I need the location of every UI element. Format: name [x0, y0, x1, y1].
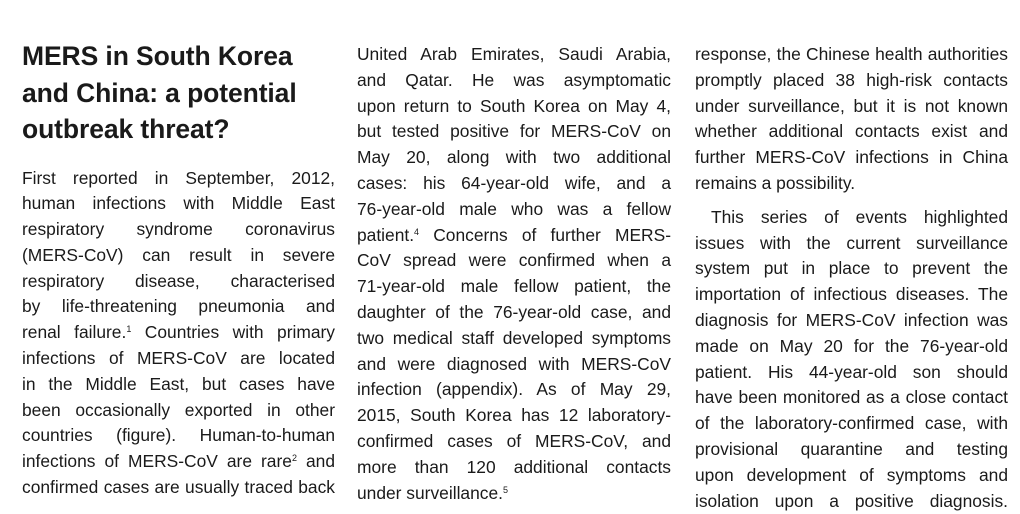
- text-line: CoV spread were confirmed when a: [357, 250, 671, 271]
- column-3: [695, 42, 1008, 514]
- text-line: confirmed cases are usually traced back: [22, 477, 335, 498]
- text-line: made on May 20 for the 76-year-old: [695, 335, 1008, 356]
- body-paragraph: [695, 205, 1008, 514]
- text-line: by life-threatening pneumonia and: [22, 296, 335, 317]
- text-line: May 20, along with two additional: [357, 147, 671, 168]
- text-segment: and: [296, 451, 335, 472]
- text-segment: infections of MERS-CoV are rare: [22, 451, 292, 472]
- text-line: upon development of symptoms and: [695, 464, 1008, 485]
- text-line: 76-year-old male who was a fellow: [357, 198, 671, 219]
- text-line: respiratory disease, characterised: [22, 270, 335, 291]
- text-line: been occasionally exported in other: [22, 399, 335, 420]
- text-line: importation of infectious diseases. The: [695, 284, 1008, 305]
- text-line: United Arab Emirates, Saudi Arabia,: [357, 44, 671, 64]
- text-line: diagnosis for MERS-CoV infection was: [695, 309, 1008, 330]
- reference-marker: 5: [502, 484, 508, 495]
- text-line: more than 120 additional contacts: [357, 456, 671, 477]
- text-line: [22, 449, 335, 475]
- text-line: issues with the current surveillance: [695, 232, 1008, 253]
- text-line: remains a possibility.: [695, 172, 856, 193]
- title-line: MERS in South Korea: [22, 41, 293, 71]
- text-line: under surveillance, but it is not known: [695, 95, 1008, 116]
- text-line: respiratory syndrome coronavirus: [22, 219, 335, 240]
- text-line: and were diagnosed with MERS-CoV: [357, 353, 671, 374]
- text-line: two medical staff developed symptoms: [357, 327, 671, 348]
- text-segment: Concerns of further MERS-: [419, 224, 671, 245]
- column-2: [357, 42, 671, 506]
- text-segment: Countries with primary: [131, 322, 336, 343]
- text-line: [357, 481, 671, 507]
- text-line: cases: his 64-year-old wife, and a: [357, 172, 671, 193]
- column-1: [22, 0, 335, 501]
- body-paragraph: [695, 42, 1008, 197]
- text-line: human infections with Middle East: [22, 193, 335, 214]
- text-segment: patient.: [357, 224, 415, 245]
- text-line: This series of events highlighted: [711, 206, 1008, 227]
- text-line: response, the Chinese health authorities: [695, 44, 1008, 64]
- text-line: 71-year-old male fellow patient, the: [357, 276, 671, 297]
- text-line: countries (figure). Human-to-human: [22, 425, 335, 446]
- text-line: and Qatar. He was asymptomatic: [357, 69, 671, 90]
- text-line: in the Middle East, but cases have: [22, 373, 335, 394]
- reference-marker: 1: [126, 324, 132, 335]
- reference-marker: 2: [291, 453, 297, 464]
- text-line: confirmed cases of MERS-CoV, and: [357, 430, 671, 451]
- body-paragraph: [22, 166, 335, 501]
- title-line: and China: a potential: [22, 77, 297, 108]
- text-line: [22, 320, 335, 346]
- text-line: upon return to South Korea on May 4,: [357, 95, 671, 116]
- text-line: isolation upon a positive diagnosis.: [695, 490, 1008, 511]
- article-title: [22, 38, 335, 148]
- text-line: of the laboratory-confirmed case, with: [695, 413, 1008, 434]
- text-segment: under surveillance.: [357, 482, 503, 503]
- text-line: patient. His 44-year-old son should: [695, 361, 1008, 382]
- text-line: but tested positive for MERS-CoV on: [357, 121, 671, 142]
- text-segment: renal failure.: [22, 322, 127, 343]
- text-line: (MERS-CoV) can result in severe: [22, 244, 335, 265]
- text-line: 2015, South Korea has 12 laboratory-: [357, 405, 671, 426]
- text-line: infection (appendix). As of May 29,: [357, 379, 671, 400]
- text-line: daughter of the 76-year-old case, and: [357, 301, 671, 322]
- body-paragraph: [357, 42, 671, 506]
- text-line: infections of MERS-CoV are located: [22, 348, 335, 369]
- text-line: First reported in September, 2012,: [22, 167, 335, 188]
- reference-marker: 4: [414, 226, 420, 237]
- text-line: provisional quarantine and testing: [695, 438, 1008, 459]
- text-line: promptly placed 38 high-risk contacts: [695, 69, 1008, 90]
- title-line: outbreak threat?: [22, 114, 230, 144]
- text-line: whether additional contacts exist and: [695, 121, 1008, 142]
- text-line: [357, 223, 671, 249]
- text-line: further MERS-CoV infections in China: [695, 147, 1008, 168]
- text-line: system put in place to prevent the: [695, 258, 1008, 279]
- text-line: have been monitored as a close contact: [695, 387, 1008, 408]
